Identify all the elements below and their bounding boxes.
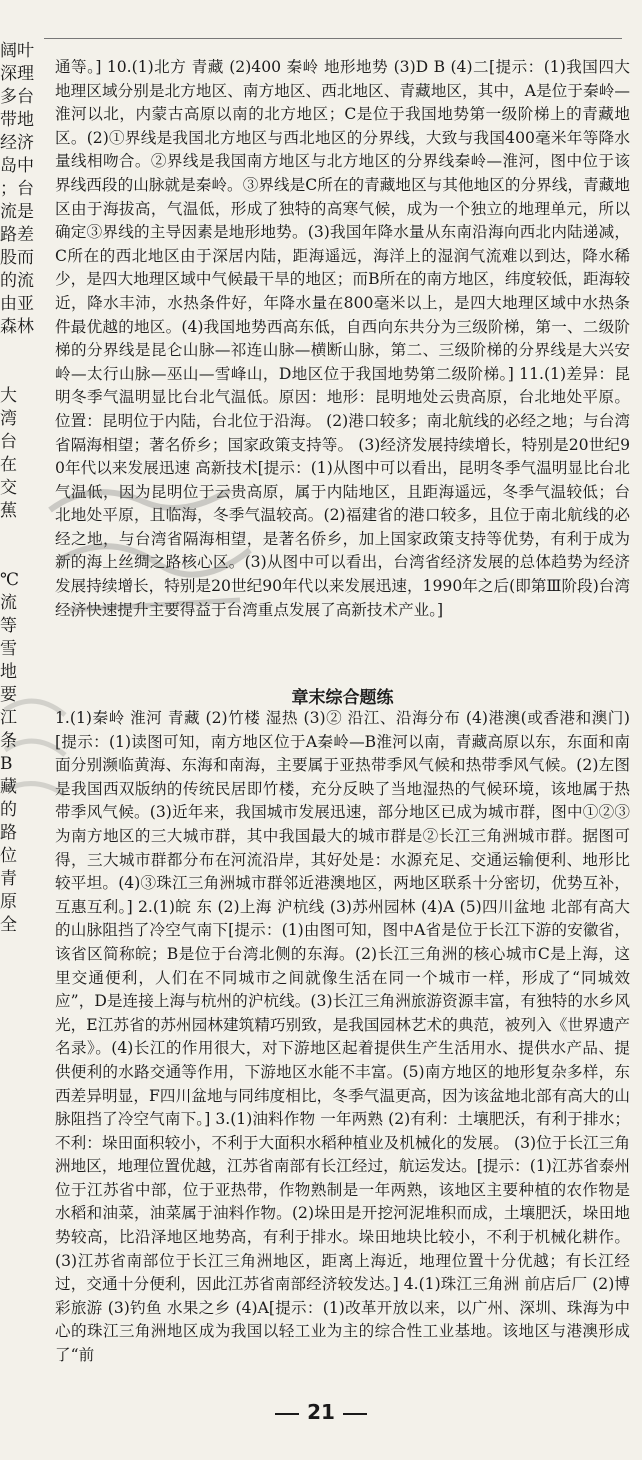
margin-fragment: 路差 xyxy=(0,225,34,245)
margin-fragment: 要 xyxy=(0,685,17,705)
margin-fragment xyxy=(624,0,642,23)
margin-fragment: 路 xyxy=(0,823,17,843)
margin-fragment xyxy=(624,644,642,667)
stamp-watermark-icon xyxy=(30,470,270,630)
answer-text-bottom: 1.(1)秦岭 淮河 青藏 (2)竹楼 湿热 (3)② 沿江、沿海分布 (4)港澳(或香港和澳门)[提示：(1)读图可知，南方地区位于A秦岭—B淮河以南，青藏高原以东，东面和南面分别濒临黄海、东海和南海，主要属于亚热带季风气候和热带季风气候。(2)左图是我国西双版纳的传统民居即竹楼，充分反映了当地湿热的气候环境，该地属于热带季风气候。(3)近年来，我国城市发展迅速，部分地区已成为城市群，图中①②③为南方地区的三大城市群，其中我国最大的城市群是②长江三角洲城市群。据图可得，三大城市群都分布在河流沿岸，其好处是：水源充足、交通运输便利、地形比较平坦。(4)③珠江三角洲城市群邻近港澳地区，两地区联系十分密切，优势互补，互惠互利。] 2.(1)皖 东 (2)上海 沪杭线 (3)苏州园林 (4)A (5)四川盆地 北部有高大的山脉阻挡了冷空气南下[提示：(1)由图可知，图中A省是位于长江下游的安徽省，该省区简称皖；B是位于台湾北侧的东海。(2)长江三角洲的核心城市C是上海，这里交通便利，人们在不同城市之间就像生活在同一个城市一样，形成了“同城效应”，D是连接上海与杭州的沪杭线。(3)长江三角洲旅游资源丰富，有独特的水乡风光，E江苏省的苏州园林建筑精巧别致，是我国园林艺术的典范，被列入《世界遗产名录》。(4)长江的作用很大，对下游地区起着提供生产生活用水、提供水产品、提供便利的水路交通等作用，下游地区水能不丰富。(5)南方地区的地形复杂多样，东西差异明显，F四川盆地与同纬度相比，冬季气温更高，因为该盆地北部有高大的山脉阻挡了冷空气南下。] 3.(1)油料作物 一年两熟 (2)有利：土壤肥沃，有利于排水；不利：垛田面积较小，不利于大面积水稻种植业及机械化的发展。 (3)位于长江三角洲地区，地理位置优越，江苏省南部有长江经过，航运发达。[提示：(1)江苏省泰州位于江苏省中部，位于亚热带，作物熟制是一年两熟，该地区主要种植的农作物是水稻和油菜，油菜属于油料作物。(2)垛田是开挖河泥堆积而成，土壤肥沃，垛田地势较高，比沿泽地区地势高，有利于排水。垛田地块比较小，不利于机械化耕作。(3)江苏省南部位于长江三角洲地区，距离上海近，地理位置十分优越；有长江经过，交通十分便利，因此江苏省南部经济较发达。] 4.(1)珠江三角洲 前店后厂 (2)博彩旅游 (3)钓鱼 水果之乡 (4)A[提示：(1)改革开放以来，以广州、深圳、珠海为中心的珠江三角洲地区成为我国以轻工业为主的综合性工业基地。该地区与港澳形成了“前 xyxy=(55,709,630,1365)
margin-fragment: 藏 xyxy=(0,777,17,797)
margin-fragment xyxy=(0,339,40,362)
stamp-watermark-icon xyxy=(0,690,70,810)
margin-fragment xyxy=(0,937,40,960)
margin-fragment xyxy=(0,362,40,385)
margin-fragment: 江 xyxy=(0,708,17,728)
margin-fragment: 台 xyxy=(0,432,17,452)
margin-fragment: 交 xyxy=(0,478,17,498)
margin-fragment: 全 xyxy=(0,915,17,935)
margin-fragment: 深理 xyxy=(0,64,34,84)
margin-fragment: 在 xyxy=(0,455,17,475)
answer-block-bottom xyxy=(55,707,630,1368)
margin-fragment: 地 xyxy=(0,662,17,682)
margin-fragment: 蕉 xyxy=(0,501,17,521)
margin-fragment: 大 xyxy=(0,386,17,406)
margin-fragment: 青 xyxy=(0,869,17,889)
margin-fragment: ；台 xyxy=(0,179,34,199)
margin-fragment: 由亚 xyxy=(0,294,34,314)
margin-fragment: 岛中 xyxy=(0,156,34,176)
margin-fragment: B xyxy=(0,754,13,774)
margin-fragment: 阔叶 xyxy=(0,41,34,61)
margin-fragment: ℃ xyxy=(0,570,20,590)
margin-fragment: 的流 xyxy=(0,271,34,291)
page-number: 21 xyxy=(0,1400,642,1424)
margin-fragment: 经济 xyxy=(0,133,34,153)
section-title: 章末综合题练 xyxy=(291,688,394,708)
margin-fragment: 雪 xyxy=(0,639,17,659)
margin-fragment: 的 xyxy=(0,800,17,820)
margin-fragment: 多台 xyxy=(0,87,34,107)
margin-fragment: 带地 xyxy=(0,110,34,130)
margin-fragment: 原 xyxy=(0,892,17,912)
answer-text-top: 通等。] 10.(1)北方 青藏 (2)400 秦岭 地形地势 (3)D B (4)二[提示：(1)我国四大地理区域分别是北方地区、南方地区、西北地区、青藏地区，其中，A是位于秦岭—淮河以北，内蒙古高原以南的北方地区；C是位于我国地势第一级阶梯上的青藏地区。(2)①界线是我国北方地区与西北地区的分界线，大致与我国400毫米年等降水量线相吻合。②界线是我国南方地区与北方地区的分界线秦岭—淮河，图中位于该界线西段的山脉就是秦岭。③界线是C所在的青藏地区与其他地区的分界线，青藏地区由于海拔高，气温低，形成了独特的高寒气候，成为一个独立的地理单元，所以确定③界线的主导因素是地形地势。(3)我国年降水量从东南沿海向西北内陆递减，C所在的西北地区由于深居内陆，距海遥远，海洋上的湿润气流难以到达，降水稀少，是四大地理区域中气候最干旱的地区；而B所在的南方地区，纬度较低，距海较近，降水丰沛，水热条件好，年降水量在800毫米以上，是四大地理区域中水热条件最优越的地区。(4)我国地势西高东低，自西向东共分为三级阶梯，第一、二级阶梯的分界线是昆仑山脉—祁连山脉—横断山脉，第二、三级阶梯的分界线是大兴安岭—太行山脉—巫山—雪峰山，D地区位于我国地势第二级阶梯。] 11.(1)差异：昆明冬季气温明显比台北气温低。原因：地形：昆明地处云贵高原，台北地处平原。位置：昆明位于内陆，台北位于沿海。 (2)港口较多；南北航线的必经之地；与台湾省隔海相望；著名侨乡；国家政策支持等。 (3)经济发展持续增长，特别是20世纪90年代以来发展迅速 高新技术[提示：(1)从图中可以看出，昆明冬季气温明显比台北气温低，因为昆明位于云贵高原，属于内陆地区，且距海遥远，冬季气温较低；台北地处平原，且临海，冬季气温较高。(2)福建省的港口较多，且位于南北航线的必经之地，与台湾省隔海相望，是著名侨乡，加上国家政策支持等优势，有利于成为新的海上丝绸之路核心区。(3)从图中可以看出，台湾省经济发展的总体趋势为经济发展持续增长，特别是20世纪90年代以来发展迅速，1990年之后(即第Ⅲ阶段)台湾经济快速提升主要得益于台湾重点发展了高新技术产业。] xyxy=(55,58,630,619)
margin-fragment xyxy=(624,23,642,46)
margin-fragment: 湾 xyxy=(0,409,17,429)
margin-fragment: 位 xyxy=(0,846,17,866)
margin-fragment: 流 xyxy=(0,593,17,613)
margin-fragment xyxy=(624,621,642,644)
margin-fragment xyxy=(0,960,40,983)
margin-fragment: 等 xyxy=(0,616,17,636)
margin-fragment: 股而 xyxy=(0,248,34,268)
header-rule xyxy=(44,38,622,39)
margin-fragment: 条 xyxy=(0,731,17,751)
margin-fragment: 森林 xyxy=(0,317,34,337)
margin-fragment: 流是 xyxy=(0,202,34,222)
